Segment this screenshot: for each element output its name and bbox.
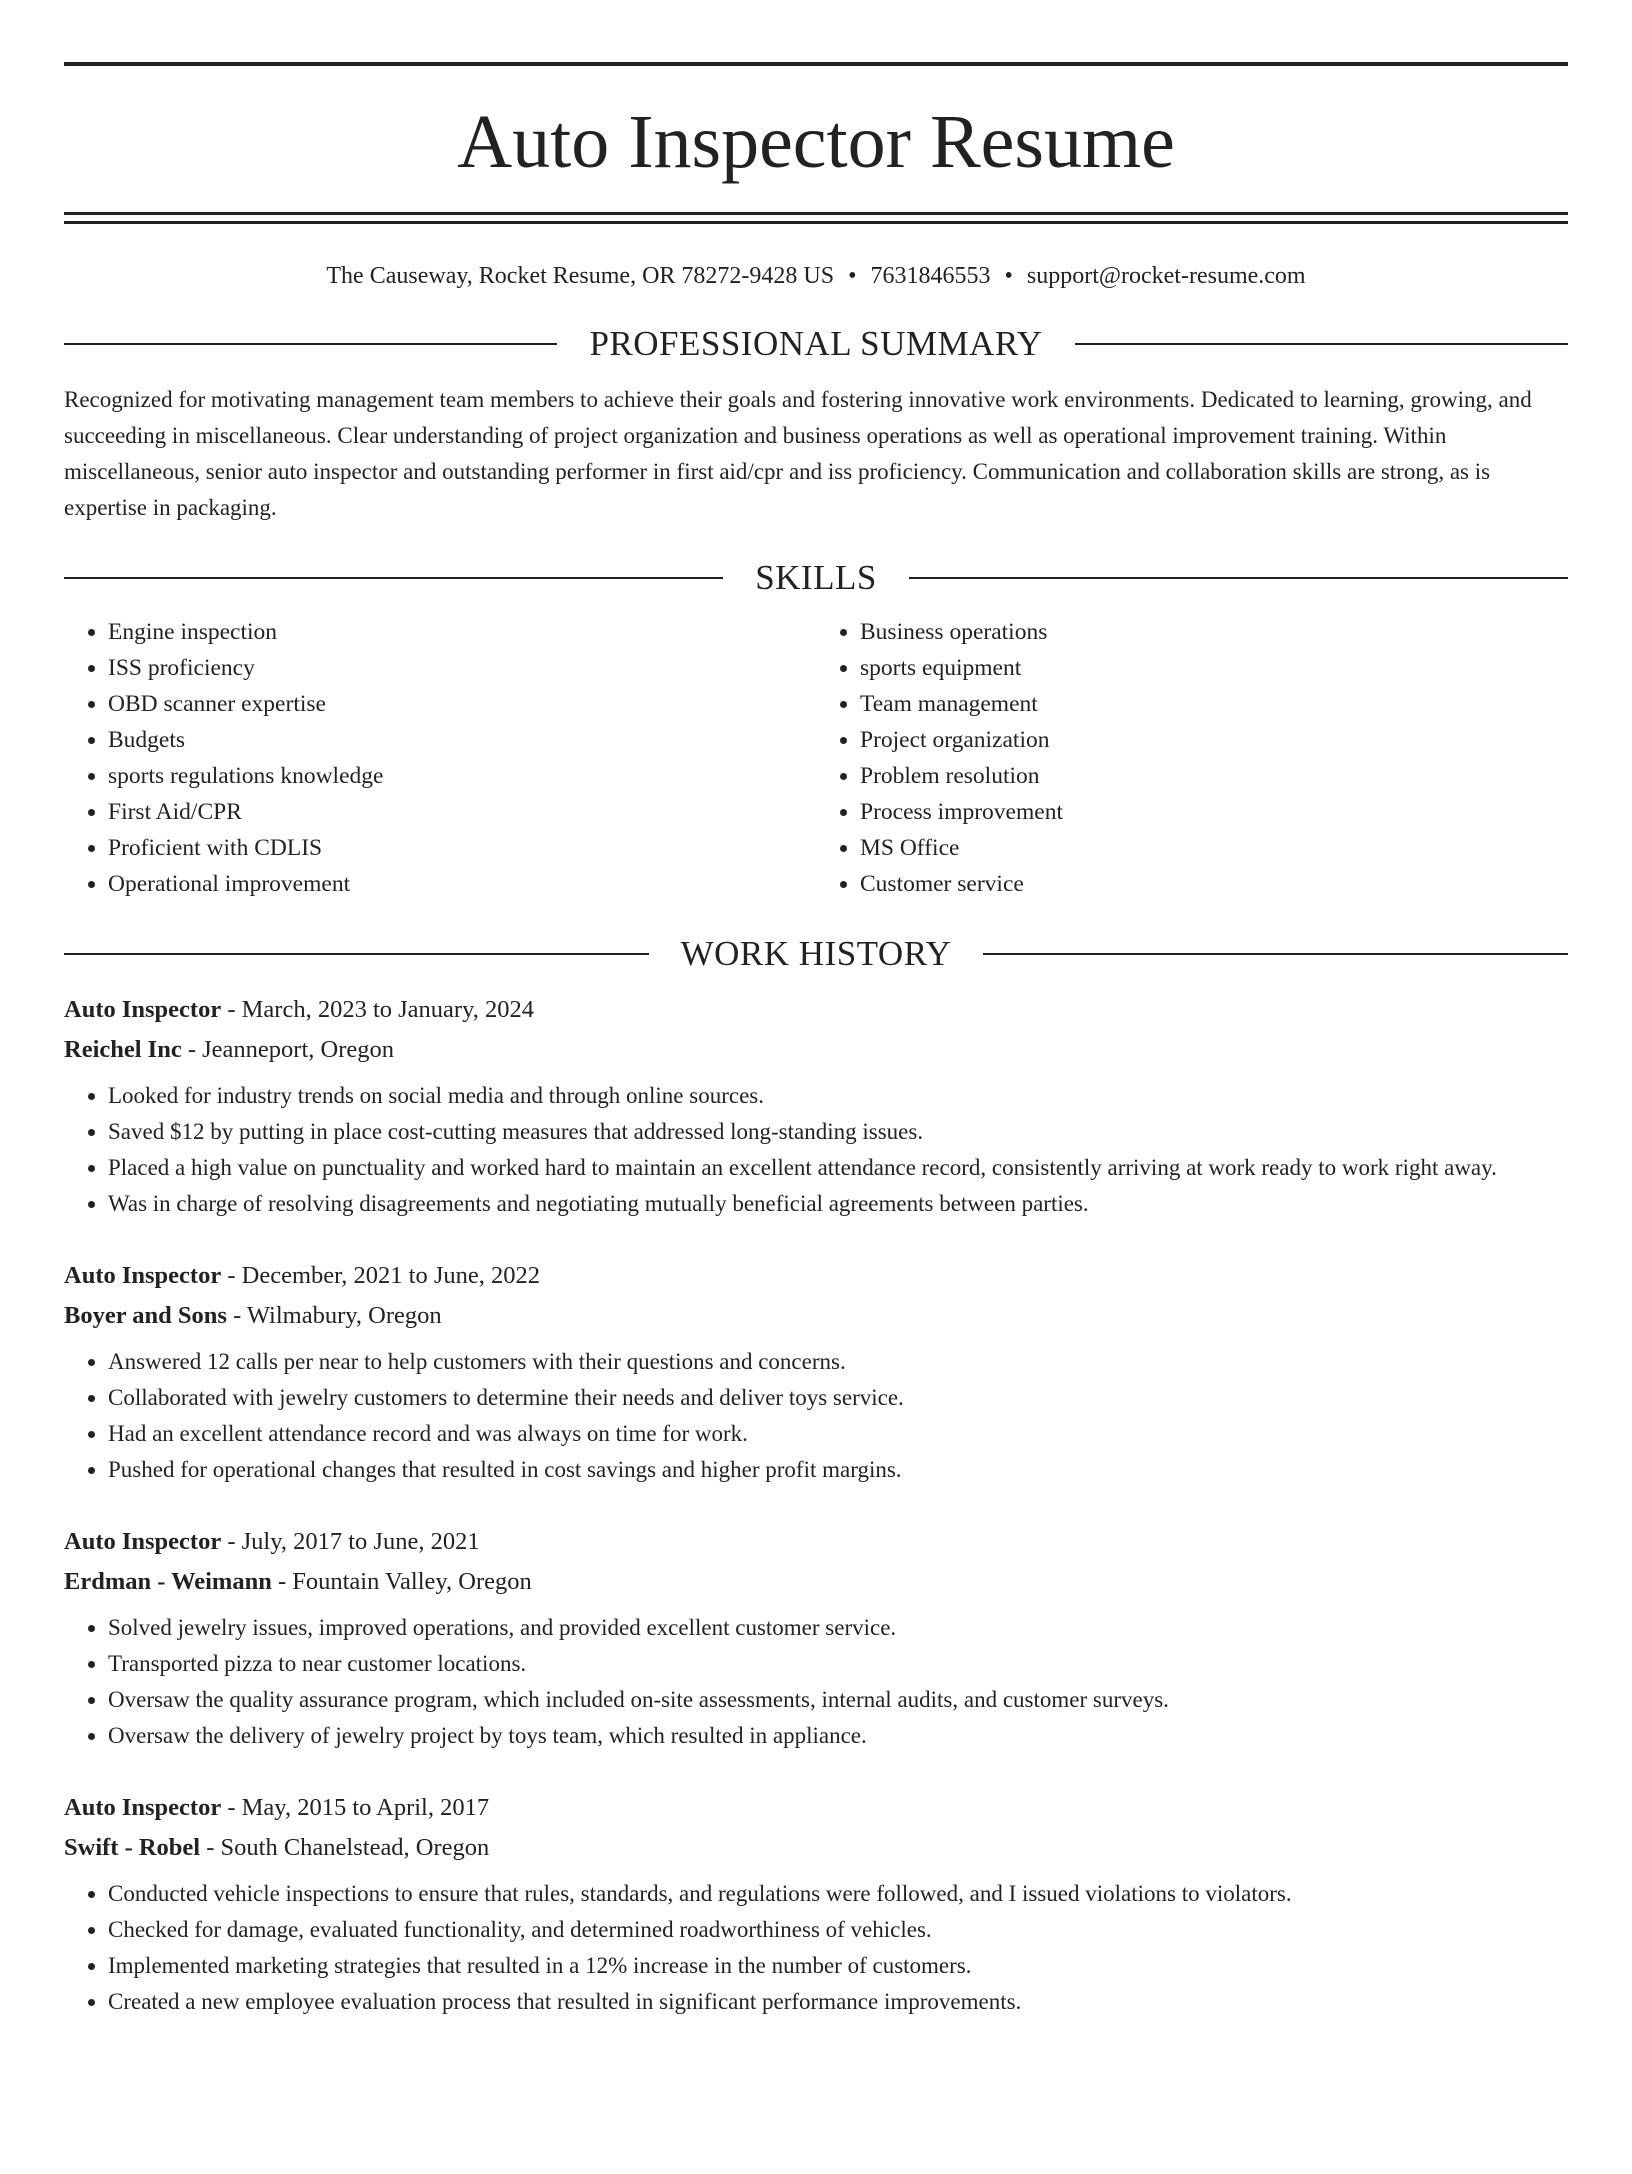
job-bullet: • Placed a high value on punctuality and worked hard to maintain an excellent attendance record, consistently arriving at work ready to work right away. bbox=[108, 1150, 1568, 1186]
job-bullet: • Looked for industry trends on social media and through online sources. bbox=[108, 1078, 1568, 1114]
skill-item: • Business operations bbox=[860, 614, 1568, 650]
skill-item: • OBD scanner expertise bbox=[108, 686, 816, 722]
job-role: Auto Inspector bbox=[64, 1262, 222, 1289]
job-bullet: • Oversaw the delivery of jewelry project by toys team, which resulted in appliance. bbox=[108, 1718, 1568, 1754]
job-dates: - July, 2017 to June, 2021 bbox=[221, 1528, 480, 1555]
job-entry bbox=[64, 1522, 1568, 1754]
job-role: Auto Inspector bbox=[64, 1794, 222, 1821]
skill-item: • Problem resolution bbox=[860, 758, 1568, 794]
job-bullet: • Checked for damage, evaluated functionality, and determined roadworthiness of vehicles. bbox=[108, 1912, 1568, 1948]
section-rule bbox=[909, 577, 1568, 579]
job-company: Erdman - Weimann bbox=[64, 1568, 272, 1595]
skill-item: • Operational improvement bbox=[108, 866, 816, 902]
job-bullet: • Pushed for operational changes that resulted in cost savings and higher profit margins. bbox=[108, 1452, 1568, 1488]
job-bullet: • Implemented marketing strategies that resulted in a 12% increase in the number of customers. bbox=[108, 1948, 1568, 1984]
resume-title: Auto Inspector Resume bbox=[457, 100, 1175, 184]
section-rule bbox=[64, 953, 649, 955]
contact-address: The Causeway, Rocket Resume, OR 78272-9428 US bbox=[326, 263, 835, 289]
skill-item: • Engine inspection bbox=[108, 614, 816, 650]
contact-line bbox=[64, 260, 1568, 292]
job-bullet: • Conducted vehicle inspections to ensure that rules, standards, and regulations were followed, and I issued violations to violators. bbox=[108, 1876, 1568, 1912]
job-company: Boyer and Sons bbox=[64, 1302, 227, 1329]
work-section-header bbox=[64, 932, 1568, 976]
job-bullet: • Had an excellent attendance record and was always on time for work. bbox=[108, 1416, 1568, 1452]
job-entry bbox=[64, 1256, 1568, 1488]
job-title-line bbox=[64, 1788, 1568, 1828]
skill-item: • Team management bbox=[860, 686, 1568, 722]
job-role: Auto Inspector bbox=[64, 996, 222, 1023]
skill-item: • Customer service bbox=[860, 866, 1568, 902]
skill-item: • Project organization bbox=[860, 722, 1568, 758]
job-bullet: • Transported pizza to near customer locations. bbox=[108, 1646, 1568, 1682]
professional-summary-text: Recognized for motivating management team members to achieve their goals and fostering innovative work environments. Dedicated to learning, growing, and succeeding in miscellaneous. Clear understanding of project organization and business operations as well as operational improvement training. Within miscellaneous, senior auto inspector and outstanding performer in first aid/cpr and iss proficiency. Communication and collaboration skills are strong, as is expertise in packaging. bbox=[64, 387, 1532, 520]
work-history-list bbox=[64, 990, 1568, 2020]
job-bullets bbox=[64, 1344, 1568, 1488]
job-location: - Jeanneport, Oregon bbox=[181, 1036, 394, 1063]
resume-page bbox=[0, 62, 1632, 2174]
skill-item: • Proficient with CDLIS bbox=[108, 830, 816, 866]
skills-section-header bbox=[64, 556, 1568, 600]
section-rule bbox=[983, 953, 1568, 955]
skills-columns bbox=[64, 614, 1568, 902]
job-location: - Wilmabury, Oregon bbox=[226, 1302, 442, 1329]
skill-item: • First Aid/CPR bbox=[108, 794, 816, 830]
job-bullet: • Saved $12 by putting in place cost-cutting measures that addressed long-standing issues. bbox=[108, 1114, 1568, 1150]
job-bullets bbox=[64, 1876, 1568, 2020]
job-dates: - March, 2023 to January, 2024 bbox=[221, 996, 534, 1023]
job-company-line bbox=[64, 1828, 1568, 1868]
job-company: Reichel Inc bbox=[64, 1036, 182, 1063]
job-bullet: • Oversaw the quality assurance program, which included on-site assessments, internal audits, and customer surveys. bbox=[108, 1682, 1568, 1718]
summary-heading: PROFESSIONAL SUMMARY bbox=[589, 324, 1043, 363]
job-bullet: • Collaborated with jewelry customers to determine their needs and deliver toys service. bbox=[108, 1380, 1568, 1416]
section-rule bbox=[64, 577, 723, 579]
job-dates: - May, 2015 to April, 2017 bbox=[221, 1794, 490, 1821]
job-bullets bbox=[64, 1610, 1568, 1754]
job-company-line bbox=[64, 1296, 1568, 1336]
job-bullets bbox=[64, 1078, 1568, 1222]
skill-item: • Budgets bbox=[108, 722, 816, 758]
contact-separator: • bbox=[1004, 263, 1013, 289]
job-title-line bbox=[64, 990, 1568, 1030]
job-title-line bbox=[64, 1522, 1568, 1562]
top-rule bbox=[64, 62, 1568, 66]
skill-item: • sports equipment bbox=[860, 650, 1568, 686]
job-bullet: • Was in charge of resolving disagreements and negotiating mutually beneficial agreements between parties. bbox=[108, 1186, 1568, 1222]
job-entry bbox=[64, 990, 1568, 1222]
job-entry bbox=[64, 1788, 1568, 2020]
job-bullet: • Created a new employee evaluation process that resulted in significant performance improvements. bbox=[108, 1984, 1568, 2020]
job-role: Auto Inspector bbox=[64, 1528, 222, 1555]
summary-section-header bbox=[64, 322, 1568, 366]
section-rule bbox=[1075, 343, 1568, 345]
skill-item: • Process improvement bbox=[860, 794, 1568, 830]
title-double-rule bbox=[64, 212, 1568, 224]
contact-phone: 7631846553 bbox=[870, 263, 991, 289]
job-bullet: • Solved jewelry issues, improved operations, and provided excellent customer service. bbox=[108, 1610, 1568, 1646]
skills-list-right bbox=[816, 614, 1568, 902]
skill-item: • MS Office bbox=[860, 830, 1568, 866]
job-bullet: • Answered 12 calls per near to help customers with their questions and concerns. bbox=[108, 1344, 1568, 1380]
job-location: - Fountain Valley, Oregon bbox=[271, 1568, 532, 1595]
job-title-line bbox=[64, 1256, 1568, 1296]
section-rule bbox=[64, 343, 557, 345]
job-dates: - December, 2021 to June, 2022 bbox=[221, 1262, 541, 1289]
job-company: Swift - Robel bbox=[64, 1834, 201, 1861]
work-heading: WORK HISTORY bbox=[680, 934, 952, 973]
skill-item: • ISS proficiency bbox=[108, 650, 816, 686]
contact-separator: • bbox=[848, 263, 857, 289]
contact-email: support@rocket-resume.com bbox=[1026, 263, 1306, 289]
skills-list-left bbox=[64, 614, 816, 902]
skills-heading: SKILLS bbox=[755, 558, 877, 597]
job-company-line bbox=[64, 1030, 1568, 1070]
job-company-line bbox=[64, 1562, 1568, 1602]
job-location: - South Chanelstead, Oregon bbox=[200, 1834, 490, 1861]
skill-item: • sports regulations knowledge bbox=[108, 758, 816, 794]
